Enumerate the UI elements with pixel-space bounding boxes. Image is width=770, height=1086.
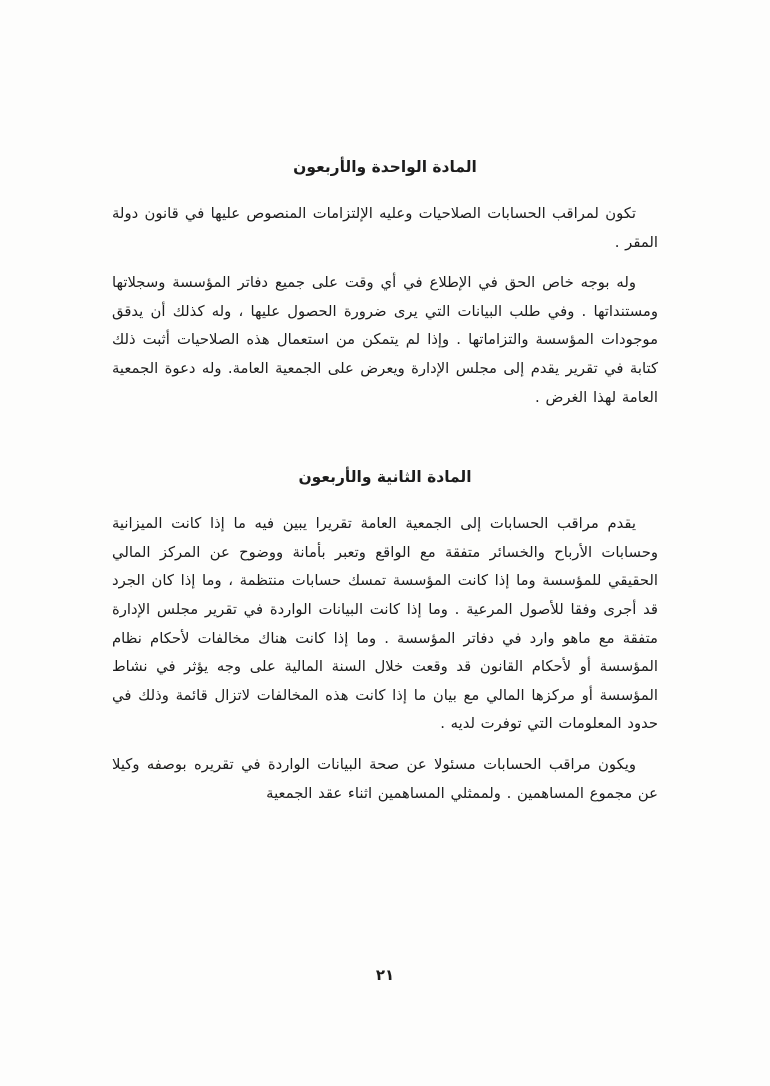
article-42-paragraph-1: يقدم مراقب الحسابات إلى الجمعية العامة تقريرا يبين فيه ما إذا كانت الميزانية وحسابات الأرباح والخسائر متفقة مع الواقع وتعبر بأمانة ووضوح عن المركز المالي الحقيقي للمؤسسة وما إذا كانت المؤسسة تمسك حسابات منتظمة ، وما إذا كان الجرد قد أجرى وفقا للأصول المرعية . وما إذا كانت البيانات الواردة في تقرير مجلس الإدارة متفقة مع ماهو وارد في دفاتر المؤسسة . وما إذا كانت هناك مخالفات لأحكام نظام المؤسسة أو لأحكام القانون قد وقعت خلال السنة المالية على وجه يؤثر في نشاط المؤسسة أو مركزها المالي مع بيان ما إذا كانت هذه المخالفات لاتزال قائمة وذلك في حدود المعلومات التي توفرت لديه .: [112, 515, 658, 733]
document-content: [112, 158, 658, 820]
page-number: ٢١: [375, 966, 395, 984]
article-41-paragraph-2: وله بوجه خاص الحق في الإطلاع في أي وقت على جميع دفاتر المؤسسة وسجلاتها ومستنداتها . وفي طلب البيانات التي يرى ضرورة الحصول عليها ، وله كذلك أن يدقق موجودات المؤسسة والتزاماتها . وإذا لم يتمكن من استعمال هذه الصلاحيات أثبت ذلك كتابة في تقرير يقدم إلى مجلس الإدارة ويعرض على الجمعية العامة. وله دعوة الجمعية العامة لهذا الغرض .: [112, 274, 658, 406]
article-42-paragraph-2: ويكون مراقب الحسابات مسئولا عن صحة البيانات الواردة في تقريره بوصفه وكيلا عن مجموع المساهمين . ولممثلي المساهمين اثناء عقد الجمعية: [112, 755, 658, 802]
article-42-title: المادة الثانية والأربعون: [298, 468, 472, 487]
article-41-paragraph-1: تكون لمراقب الحسابات الصلاحيات وعليه الإلتزامات المنصوص عليها في قانون دولة المقر .: [112, 205, 658, 251]
article-41-title: المادة الواحدة والأربعون: [293, 158, 477, 176]
